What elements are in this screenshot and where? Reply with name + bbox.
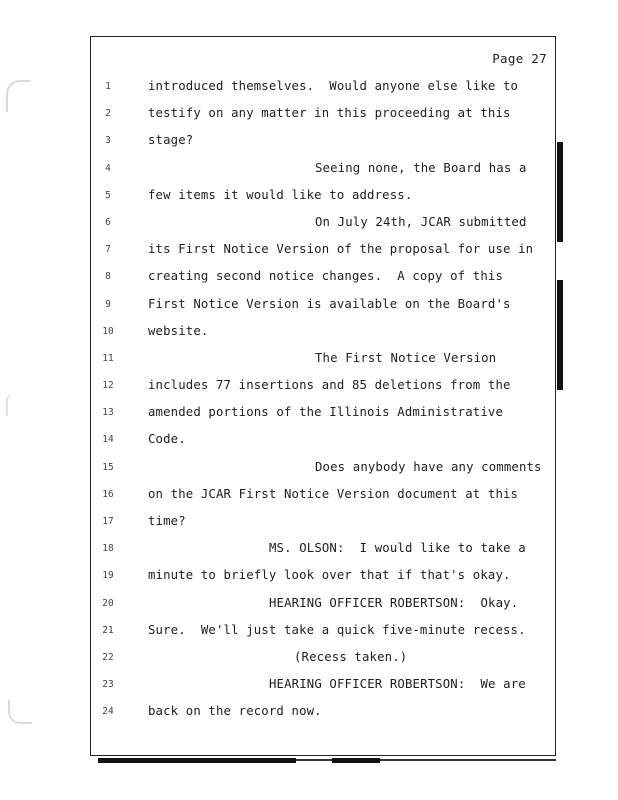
transcript-line: website. xyxy=(148,323,209,338)
transcript-line: Code. xyxy=(148,432,186,447)
scan-artifact xyxy=(6,80,30,112)
transcript-line: First Notice Version is available on the Board's xyxy=(148,296,511,311)
line-number: 24 xyxy=(102,706,114,718)
line-number: 10 xyxy=(102,325,114,337)
line-number: 4 xyxy=(105,162,111,174)
line-number: 5 xyxy=(105,189,111,201)
transcript-line: back on the record now. xyxy=(148,704,322,719)
transcript-line: Sure. We'll just take a quick five-minute recess. xyxy=(148,622,526,637)
line-number-column xyxy=(91,73,125,726)
line-number: 20 xyxy=(102,597,114,609)
transcript-line: Does anybody have any comments xyxy=(315,459,542,474)
transcript-line: On July 24th, JCAR submitted xyxy=(315,214,527,229)
transcript-line: amended portions of the Illinois Administrative xyxy=(148,405,504,420)
line-number: 3 xyxy=(105,135,111,147)
bottom-rule xyxy=(332,758,380,763)
line-number: 12 xyxy=(102,380,114,392)
line-number: 19 xyxy=(102,570,114,582)
transcript-line: HEARING OFFICER ROBERTSON: Okay. xyxy=(269,595,519,610)
transcript-line: introduced themselves. Would anyone else like to xyxy=(148,79,519,93)
line-number: 13 xyxy=(102,407,114,419)
transcript-line: The First Notice Version xyxy=(315,350,497,365)
transcript-page xyxy=(90,36,556,756)
margin-bar xyxy=(557,142,563,242)
line-number: 15 xyxy=(102,461,114,473)
transcript-line: time? xyxy=(148,514,186,528)
transcript-line: includes 77 insertions and 85 deletions from the xyxy=(148,378,511,393)
line-number: 21 xyxy=(102,624,114,636)
line-number: 6 xyxy=(105,216,111,228)
scan-artifact xyxy=(6,392,22,416)
transcript-line: Seeing none, the Board has a xyxy=(315,160,527,175)
bottom-rule xyxy=(98,758,296,763)
line-number: 16 xyxy=(102,488,114,500)
line-number: 9 xyxy=(105,298,111,310)
transcript-line: minute to briefly look over that if that's okay. xyxy=(148,568,511,583)
transcript-line: on the JCAR First Notice Version document at this xyxy=(148,486,519,501)
line-number: 17 xyxy=(102,516,114,527)
transcript-line: (Recess taken.) xyxy=(294,649,408,664)
transcript-line: few items it would like to address. xyxy=(148,187,413,202)
transcript-line: MS. OLSON: I would like to take a xyxy=(269,541,526,556)
transcript-line: stage? xyxy=(148,133,194,148)
line-number: 14 xyxy=(102,434,114,446)
transcript-line: its First Notice Version of the proposal for use in xyxy=(148,242,534,257)
transcript-line: creating second notice changes. A copy of this xyxy=(148,269,504,284)
line-number: 11 xyxy=(102,352,114,364)
line-number: 22 xyxy=(102,651,114,663)
transcript-text xyxy=(148,73,548,726)
line-number: 8 xyxy=(105,271,111,283)
line-number: 18 xyxy=(102,543,114,555)
page-number: Page 27 xyxy=(492,51,547,66)
line-number: 2 xyxy=(105,108,111,120)
scan-artifact xyxy=(8,700,32,724)
line-number: 1 xyxy=(105,81,111,92)
transcript-line: HEARING OFFICER ROBERTSON: We are xyxy=(269,677,526,692)
margin-bar xyxy=(557,280,563,390)
transcript-line: testify on any matter in this proceeding at this xyxy=(148,106,511,121)
line-number: 23 xyxy=(102,679,114,691)
line-number: 7 xyxy=(105,244,111,256)
